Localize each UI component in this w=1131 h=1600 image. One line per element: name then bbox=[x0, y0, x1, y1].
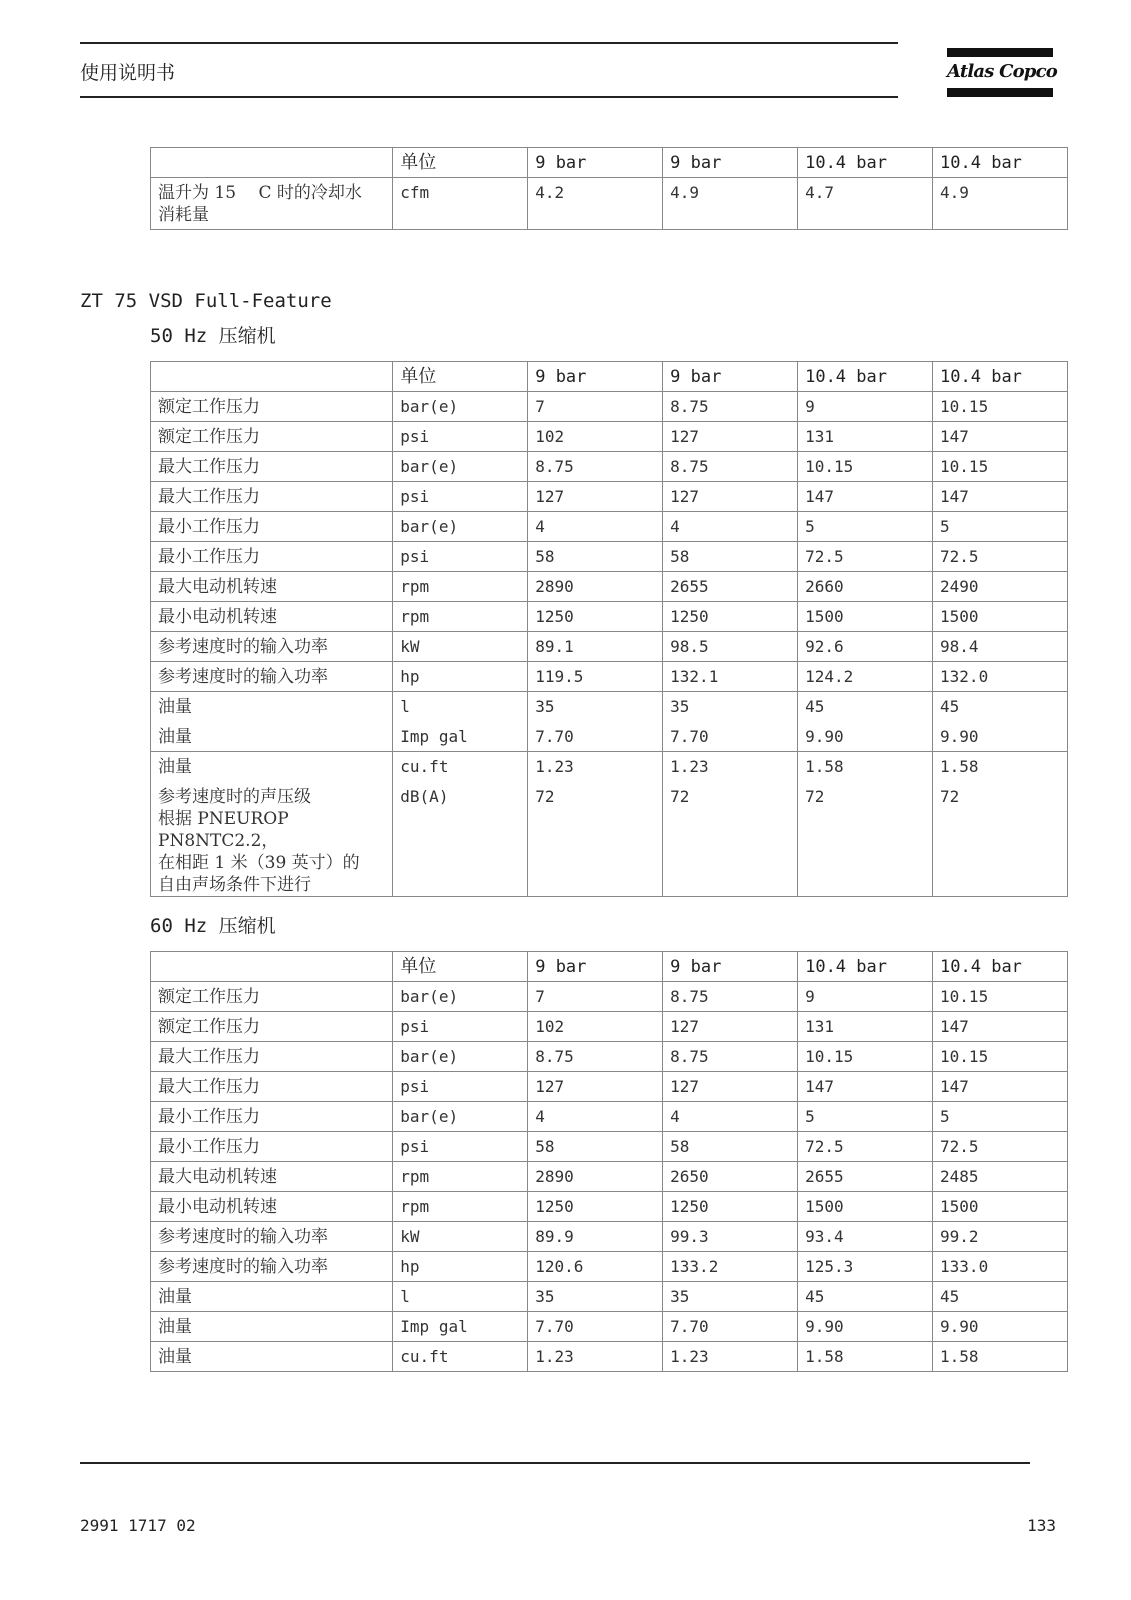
row-unit: rpm bbox=[393, 1192, 528, 1222]
row-value: 147 bbox=[933, 1012, 1068, 1042]
row-value: 127 bbox=[663, 1072, 798, 1102]
row-label: 最大工作压力 bbox=[151, 482, 393, 512]
row-unit: rpm bbox=[393, 1162, 528, 1192]
row-label: 参考速度时的输入功率 bbox=[151, 662, 393, 692]
page-number: 133 bbox=[1027, 1516, 1056, 1535]
row-label-line: 消耗量 bbox=[158, 205, 209, 225]
row-value: 9 bbox=[798, 982, 933, 1012]
row-value: 8.75 bbox=[663, 392, 798, 422]
table-row bbox=[151, 722, 1068, 752]
row-value: 4.2 bbox=[528, 178, 663, 230]
row-value: 131 bbox=[798, 422, 933, 452]
row-unit: bar(e) bbox=[393, 1102, 528, 1132]
table-row bbox=[151, 452, 1068, 482]
row-value: 125.3 bbox=[798, 1252, 933, 1282]
header-empty-cell bbox=[151, 362, 393, 392]
row-value: 72.5 bbox=[933, 542, 1068, 572]
row-value: 5 bbox=[933, 512, 1068, 542]
row-value: 35 bbox=[663, 1282, 798, 1312]
row-label-line: 参考速度时的声压级 bbox=[158, 786, 311, 807]
row-label: 额定工作压力 bbox=[151, 982, 393, 1012]
table-header-row bbox=[151, 952, 1068, 982]
table-row bbox=[151, 1102, 1068, 1132]
header-top-rule bbox=[80, 42, 898, 44]
column-header-pressure: 10.4 bar bbox=[798, 148, 933, 178]
column-header-pressure: 9 bar bbox=[663, 952, 798, 982]
row-value: 4 bbox=[663, 1102, 798, 1132]
table-row bbox=[151, 1192, 1068, 1222]
table-header-row bbox=[151, 362, 1068, 392]
column-header-pressure: 10.4 bar bbox=[798, 952, 933, 982]
row-label: 油量 bbox=[151, 1282, 393, 1312]
row-value: 89.9 bbox=[528, 1222, 663, 1252]
row-unit: rpm bbox=[393, 602, 528, 632]
footer-rule bbox=[80, 1462, 1030, 1464]
row-value: 119.5 bbox=[528, 662, 663, 692]
row-value: 9.90 bbox=[798, 722, 933, 752]
row-unit: psi bbox=[393, 1072, 528, 1102]
row-unit: Imp gal bbox=[393, 722, 528, 752]
row-value: 1.23 bbox=[528, 752, 663, 782]
row-unit: hp bbox=[393, 662, 528, 692]
row-value: 2650 bbox=[663, 1162, 798, 1192]
row-label-line: 油量 bbox=[158, 757, 192, 777]
row-value: 5 bbox=[798, 512, 933, 542]
row-value: 72 bbox=[663, 782, 798, 897]
row-value: 4.9 bbox=[663, 178, 798, 230]
row-value: 7 bbox=[528, 982, 663, 1012]
row-value: 7.70 bbox=[663, 722, 798, 752]
row-unit: l bbox=[393, 692, 528, 722]
row-value: 1250 bbox=[528, 1192, 663, 1222]
row-label: 最大电动机转速 bbox=[151, 572, 393, 602]
column-header-pressure: 9 bar bbox=[528, 952, 663, 982]
row-value: 127 bbox=[528, 1072, 663, 1102]
row-value: 1250 bbox=[663, 1192, 798, 1222]
row-label bbox=[151, 782, 393, 897]
row-unit: psi bbox=[393, 542, 528, 572]
row-value: 99.3 bbox=[663, 1222, 798, 1252]
row-value: 10.15 bbox=[798, 452, 933, 482]
row-value: 10.15 bbox=[933, 982, 1068, 1012]
row-value: 147 bbox=[798, 482, 933, 512]
row-value: 35 bbox=[528, 1282, 663, 1312]
row-value: 5 bbox=[798, 1102, 933, 1132]
row-label: 油量 bbox=[151, 1312, 393, 1342]
row-unit: psi bbox=[393, 422, 528, 452]
header-bottom-rule bbox=[80, 96, 898, 98]
row-value: 132.0 bbox=[933, 662, 1068, 692]
row-value: 92.6 bbox=[798, 632, 933, 662]
row-value: 8.75 bbox=[528, 452, 663, 482]
row-value: 2655 bbox=[798, 1162, 933, 1192]
row-unit: kW bbox=[393, 1222, 528, 1252]
row-value: 1250 bbox=[663, 602, 798, 632]
row-label: 最小工作压力 bbox=[151, 512, 393, 542]
row-value: 2490 bbox=[933, 572, 1068, 602]
row-value: 58 bbox=[663, 1132, 798, 1162]
row-value: 8.75 bbox=[663, 452, 798, 482]
row-value: 4 bbox=[528, 512, 663, 542]
header-title: 使用说明书 bbox=[80, 62, 176, 84]
row-unit: l bbox=[393, 1282, 528, 1312]
table-row bbox=[151, 602, 1068, 632]
row-value: 99.2 bbox=[933, 1222, 1068, 1252]
row-label: 最小工作压力 bbox=[151, 542, 393, 572]
row-value: 147 bbox=[933, 1072, 1068, 1102]
row-unit: psi bbox=[393, 1012, 528, 1042]
row-value: 124.2 bbox=[798, 662, 933, 692]
row-value: 4 bbox=[663, 512, 798, 542]
spec-table-60hz-body bbox=[151, 952, 1068, 1372]
atlas-copco-logo bbox=[947, 48, 1057, 100]
row-value: 2485 bbox=[933, 1162, 1068, 1192]
row-unit: bar(e) bbox=[393, 1042, 528, 1072]
logo-bottom-bar bbox=[947, 88, 1053, 97]
table-row bbox=[151, 1012, 1068, 1042]
row-label: 额定工作压力 bbox=[151, 1012, 393, 1042]
cooling-water-table bbox=[150, 147, 1068, 230]
row-value: 93.4 bbox=[798, 1222, 933, 1252]
section-title: ZT 75 VSD Full-Feature bbox=[80, 290, 332, 312]
row-value: 2655 bbox=[663, 572, 798, 602]
row-label: 额定工作压力 bbox=[151, 422, 393, 452]
table-50hz-title: 50 Hz 压缩机 bbox=[150, 325, 276, 347]
table-row bbox=[151, 1342, 1068, 1372]
row-unit: hp bbox=[393, 1252, 528, 1282]
table-header-row bbox=[151, 148, 1068, 178]
header-empty-cell bbox=[151, 148, 393, 178]
table-row bbox=[151, 512, 1068, 542]
row-value: 58 bbox=[528, 1132, 663, 1162]
row-value: 10.15 bbox=[933, 452, 1068, 482]
row-value: 72 bbox=[528, 782, 663, 897]
row-label-line: 温升为 15 C 时的冷却水 bbox=[158, 183, 362, 203]
row-unit: psi bbox=[393, 482, 528, 512]
document-number: 2991 1717 02 bbox=[80, 1516, 196, 1535]
row-value: 72.5 bbox=[798, 542, 933, 572]
row-value: 4.9 bbox=[933, 178, 1068, 230]
row-value: 1.58 bbox=[933, 752, 1068, 782]
row-label: 最大电动机转速 bbox=[151, 1162, 393, 1192]
row-value: 72 bbox=[933, 782, 1068, 897]
row-value: 1500 bbox=[933, 602, 1068, 632]
row-label bbox=[151, 752, 393, 782]
row-label: 最小电动机转速 bbox=[151, 602, 393, 632]
table-row bbox=[151, 178, 1068, 230]
row-value: 1.23 bbox=[663, 1342, 798, 1372]
column-header-unit: 单位 bbox=[393, 952, 528, 982]
row-label: 最大工作压力 bbox=[151, 1042, 393, 1072]
column-header-pressure: 9 bar bbox=[663, 362, 798, 392]
row-label: 最小电动机转速 bbox=[151, 1192, 393, 1222]
table-row bbox=[151, 782, 1068, 897]
column-header-pressure: 9 bar bbox=[528, 148, 663, 178]
row-value: 127 bbox=[528, 482, 663, 512]
row-value: 1.23 bbox=[663, 752, 798, 782]
row-value: 1250 bbox=[528, 602, 663, 632]
row-value: 10.15 bbox=[933, 1042, 1068, 1072]
row-label: 参考速度时的输入功率 bbox=[151, 1252, 393, 1282]
row-value: 4.7 bbox=[798, 178, 933, 230]
row-value: 133.2 bbox=[663, 1252, 798, 1282]
row-value: 102 bbox=[528, 422, 663, 452]
row-value: 35 bbox=[528, 692, 663, 722]
row-unit: bar(e) bbox=[393, 392, 528, 422]
row-value: 2890 bbox=[528, 1162, 663, 1192]
row-value: 72.5 bbox=[798, 1132, 933, 1162]
row-value: 72 bbox=[798, 782, 933, 897]
row-value: 127 bbox=[663, 1012, 798, 1042]
row-value: 10.15 bbox=[933, 392, 1068, 422]
table-row bbox=[151, 1282, 1068, 1312]
table-row bbox=[151, 482, 1068, 512]
table-row bbox=[151, 1132, 1068, 1162]
cooling-water-table-body bbox=[151, 148, 1068, 230]
column-header-pressure: 9 bar bbox=[528, 362, 663, 392]
table-row bbox=[151, 1312, 1068, 1342]
row-value: 8.75 bbox=[528, 1042, 663, 1072]
table-row bbox=[151, 662, 1068, 692]
row-label: 油量 bbox=[151, 722, 393, 752]
row-value: 147 bbox=[933, 422, 1068, 452]
table-row bbox=[151, 1042, 1068, 1072]
spec-table-50hz-body bbox=[151, 362, 1068, 897]
table-row bbox=[151, 1222, 1068, 1252]
row-unit: bar(e) bbox=[393, 452, 528, 482]
row-label: 最小工作压力 bbox=[151, 1132, 393, 1162]
row-value: 45 bbox=[933, 692, 1068, 722]
row-value: 9 bbox=[798, 392, 933, 422]
row-value: 98.4 bbox=[933, 632, 1068, 662]
row-label: 最大工作压力 bbox=[151, 452, 393, 482]
row-value: 120.6 bbox=[528, 1252, 663, 1282]
row-value: 2660 bbox=[798, 572, 933, 602]
table-row bbox=[151, 1072, 1068, 1102]
row-unit: Imp gal bbox=[393, 1312, 528, 1342]
row-value: 8.75 bbox=[663, 982, 798, 1012]
row-value: 1.58 bbox=[933, 1342, 1068, 1372]
table-row bbox=[151, 392, 1068, 422]
spec-table-60hz bbox=[150, 951, 1068, 1372]
row-value: 10.15 bbox=[798, 1042, 933, 1072]
row-label: 油量 bbox=[151, 1342, 393, 1372]
row-label-line: 根据 PNEUROP PN8NTC2.2， bbox=[158, 808, 289, 851]
row-value: 2890 bbox=[528, 572, 663, 602]
row-value: 72.5 bbox=[933, 1132, 1068, 1162]
logo-top-bar bbox=[947, 48, 1053, 57]
row-value: 7 bbox=[528, 392, 663, 422]
table-row bbox=[151, 1252, 1068, 1282]
row-value: 147 bbox=[933, 482, 1068, 512]
row-value: 89.1 bbox=[528, 632, 663, 662]
row-value: 7.70 bbox=[528, 722, 663, 752]
row-value: 7.70 bbox=[528, 1312, 663, 1342]
row-value: 9.90 bbox=[933, 722, 1068, 752]
row-value: 45 bbox=[933, 1282, 1068, 1312]
row-value: 4 bbox=[528, 1102, 663, 1132]
row-value: 45 bbox=[798, 1282, 933, 1312]
row-unit: bar(e) bbox=[393, 982, 528, 1012]
row-value: 1.23 bbox=[528, 1342, 663, 1372]
row-label: 参考速度时的输入功率 bbox=[151, 1222, 393, 1252]
table-60hz-title: 60 Hz 压缩机 bbox=[150, 915, 276, 937]
row-value: 58 bbox=[663, 542, 798, 572]
row-label-line: 自由声场条件下进行 bbox=[158, 874, 311, 895]
table-row bbox=[151, 542, 1068, 572]
row-unit: dB(A) bbox=[393, 782, 528, 897]
row-value: 58 bbox=[528, 542, 663, 572]
row-value: 1500 bbox=[798, 602, 933, 632]
row-value: 9.90 bbox=[933, 1312, 1068, 1342]
row-value: 132.1 bbox=[663, 662, 798, 692]
row-value: 1500 bbox=[933, 1192, 1068, 1222]
table-row bbox=[151, 632, 1068, 662]
table-row bbox=[151, 422, 1068, 452]
row-unit: cfm bbox=[393, 178, 528, 230]
row-unit: bar(e) bbox=[393, 512, 528, 542]
column-header-pressure: 10.4 bar bbox=[798, 362, 933, 392]
row-unit: cu.ft bbox=[393, 752, 528, 782]
row-value: 8.75 bbox=[663, 1042, 798, 1072]
row-unit: cu.ft bbox=[393, 1342, 528, 1372]
column-header-pressure: 9 bar bbox=[663, 148, 798, 178]
table-row bbox=[151, 752, 1068, 782]
row-value: 1.58 bbox=[798, 752, 933, 782]
table-row bbox=[151, 982, 1068, 1012]
row-value: 1500 bbox=[798, 1192, 933, 1222]
row-value: 9.90 bbox=[798, 1312, 933, 1342]
row-value: 131 bbox=[798, 1012, 933, 1042]
row-value: 133.0 bbox=[933, 1252, 1068, 1282]
column-header-pressure: 10.4 bar bbox=[933, 952, 1068, 982]
header-empty-cell bbox=[151, 952, 393, 982]
row-unit: kW bbox=[393, 632, 528, 662]
column-header-unit: 单位 bbox=[393, 362, 528, 392]
table-row bbox=[151, 572, 1068, 602]
row-value: 102 bbox=[528, 1012, 663, 1042]
logo-wordmark: Atlas Copco bbox=[947, 61, 1057, 82]
column-header-unit: 单位 bbox=[393, 148, 528, 178]
row-unit: rpm bbox=[393, 572, 528, 602]
column-header-pressure: 10.4 bar bbox=[933, 148, 1068, 178]
row-value: 5 bbox=[933, 1102, 1068, 1132]
spec-table-50hz bbox=[150, 361, 1068, 897]
column-header-pressure: 10.4 bar bbox=[933, 362, 1068, 392]
row-label bbox=[151, 178, 393, 230]
row-value: 1.58 bbox=[798, 1342, 933, 1372]
row-unit: psi bbox=[393, 1132, 528, 1162]
row-label: 参考速度时的输入功率 bbox=[151, 632, 393, 662]
row-label: 额定工作压力 bbox=[151, 392, 393, 422]
row-label: 最小工作压力 bbox=[151, 1102, 393, 1132]
table-row bbox=[151, 692, 1068, 722]
row-label: 油量 bbox=[151, 692, 393, 722]
row-value: 7.70 bbox=[663, 1312, 798, 1342]
row-label: 最大工作压力 bbox=[151, 1072, 393, 1102]
row-label-line: 在相距 1 米（39 英寸）的 bbox=[158, 852, 360, 873]
row-value: 127 bbox=[663, 422, 798, 452]
table-row bbox=[151, 1162, 1068, 1192]
row-value: 45 bbox=[798, 692, 933, 722]
row-value: 98.5 bbox=[663, 632, 798, 662]
row-value: 127 bbox=[663, 482, 798, 512]
row-value: 147 bbox=[798, 1072, 933, 1102]
row-value: 35 bbox=[663, 692, 798, 722]
